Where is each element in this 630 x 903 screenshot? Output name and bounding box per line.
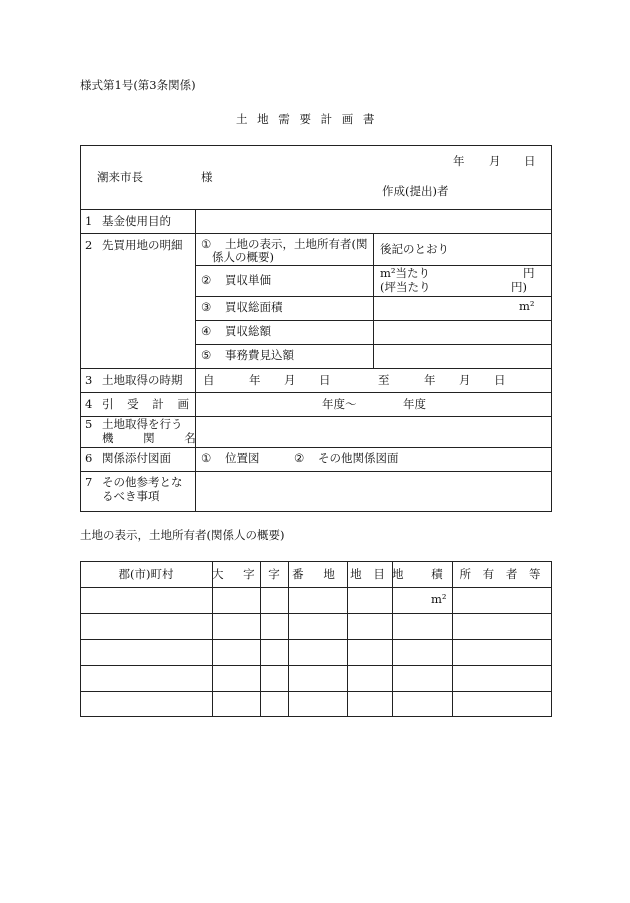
- row3-num: 3: [85, 373, 93, 387]
- area-unit: m²: [431, 592, 447, 606]
- row2-label: 先買用地の明細: [102, 238, 183, 252]
- creator-label: 作成(提出)者: [382, 184, 449, 198]
- item1-mark: ①: [201, 237, 212, 251]
- row1-num: 1: [85, 214, 93, 228]
- item4-label: 買収総額: [225, 324, 271, 338]
- period-from: 自: [203, 373, 215, 387]
- honorific: 様: [201, 170, 213, 184]
- item2-mark: ②: [201, 273, 212, 287]
- addressee: 潮来市長: [97, 170, 143, 184]
- item2-unit-tsubo: (坪当たり: [380, 280, 431, 294]
- col-header-owner: 所 有 者 等: [459, 567, 545, 581]
- period-to-day: 日: [494, 373, 506, 387]
- period-to: 至: [378, 373, 390, 387]
- item4-mark: ④: [201, 324, 212, 338]
- item5-label: 事務費見込額: [225, 348, 294, 362]
- date-year: 年: [453, 154, 465, 168]
- period-from-year: 年: [249, 373, 261, 387]
- page-title: 土 地 需 要 計 画 書: [236, 112, 378, 126]
- table-row: [80, 613, 552, 639]
- row3-label: 土地取得の時期: [102, 373, 183, 387]
- attach-a: 位置図: [225, 451, 260, 465]
- item2-yen2: 円): [511, 280, 527, 294]
- period-to-year: 年: [424, 373, 436, 387]
- attach-a-mark: ①: [201, 451, 212, 465]
- item3-label: 買収総面積: [225, 300, 283, 314]
- row5-num: 5: [85, 417, 93, 431]
- item1-value: 後記のとおり: [380, 242, 449, 256]
- col-header-chiseki: 地 積: [392, 567, 455, 581]
- row7-label-line1: その他参考とな: [102, 475, 183, 489]
- table-row: [80, 587, 552, 613]
- land-section-title: 土地の表示，土地所有者(関係人の概要): [80, 528, 285, 542]
- row5-label-line2: 機 関 名: [102, 431, 209, 445]
- item2-unit-m2: m²当たり: [380, 266, 431, 280]
- row1-label: 基金使用目的: [102, 214, 171, 228]
- item3-unit: m²: [519, 299, 535, 313]
- date-day: 日: [524, 154, 536, 168]
- attach-b-mark: ②: [294, 451, 305, 465]
- nendo-to: 年度: [403, 397, 426, 411]
- row7-num: 7: [85, 475, 93, 489]
- period-from-month: 月: [284, 373, 296, 387]
- period-from-day: 日: [319, 373, 331, 387]
- item2-label: 買収単価: [225, 273, 271, 287]
- col-header-banchi: 番 地: [292, 567, 343, 581]
- col-header-municipality: 郡(市)町村: [118, 567, 174, 581]
- row6-label: 関係添付図面: [102, 451, 171, 465]
- row2-num: 2: [85, 238, 93, 252]
- item2-yen1: 円: [523, 266, 535, 280]
- attach-b: その他関係図面: [318, 451, 399, 465]
- date-month: 月: [489, 154, 501, 168]
- item1-label-line1: 土地の表示，土地所有者(関: [225, 237, 368, 251]
- item1-label-line2: 係人の概要): [212, 250, 274, 264]
- col-header-chimoku: 地 目: [350, 567, 389, 581]
- nendo-from: 年度～: [322, 397, 357, 411]
- table-row: [80, 639, 552, 665]
- col-header-aza: 字: [268, 567, 280, 581]
- row4-label: 引 受 計 画: [102, 397, 194, 411]
- period-to-month: 月: [459, 373, 471, 387]
- row7-label-line2: るべき事項: [102, 489, 160, 503]
- form-id: 様式第1号(第3条関係): [80, 78, 196, 92]
- row4-num: 4: [85, 397, 93, 411]
- row5-label-line1: 土地取得を行う: [102, 417, 183, 431]
- row6-num: 6: [85, 451, 93, 465]
- table-row: [80, 665, 552, 691]
- col-header-oaza: 大 字: [212, 567, 263, 581]
- item3-mark: ③: [201, 300, 212, 314]
- table-row: [80, 691, 552, 717]
- item5-mark: ⑤: [201, 348, 212, 362]
